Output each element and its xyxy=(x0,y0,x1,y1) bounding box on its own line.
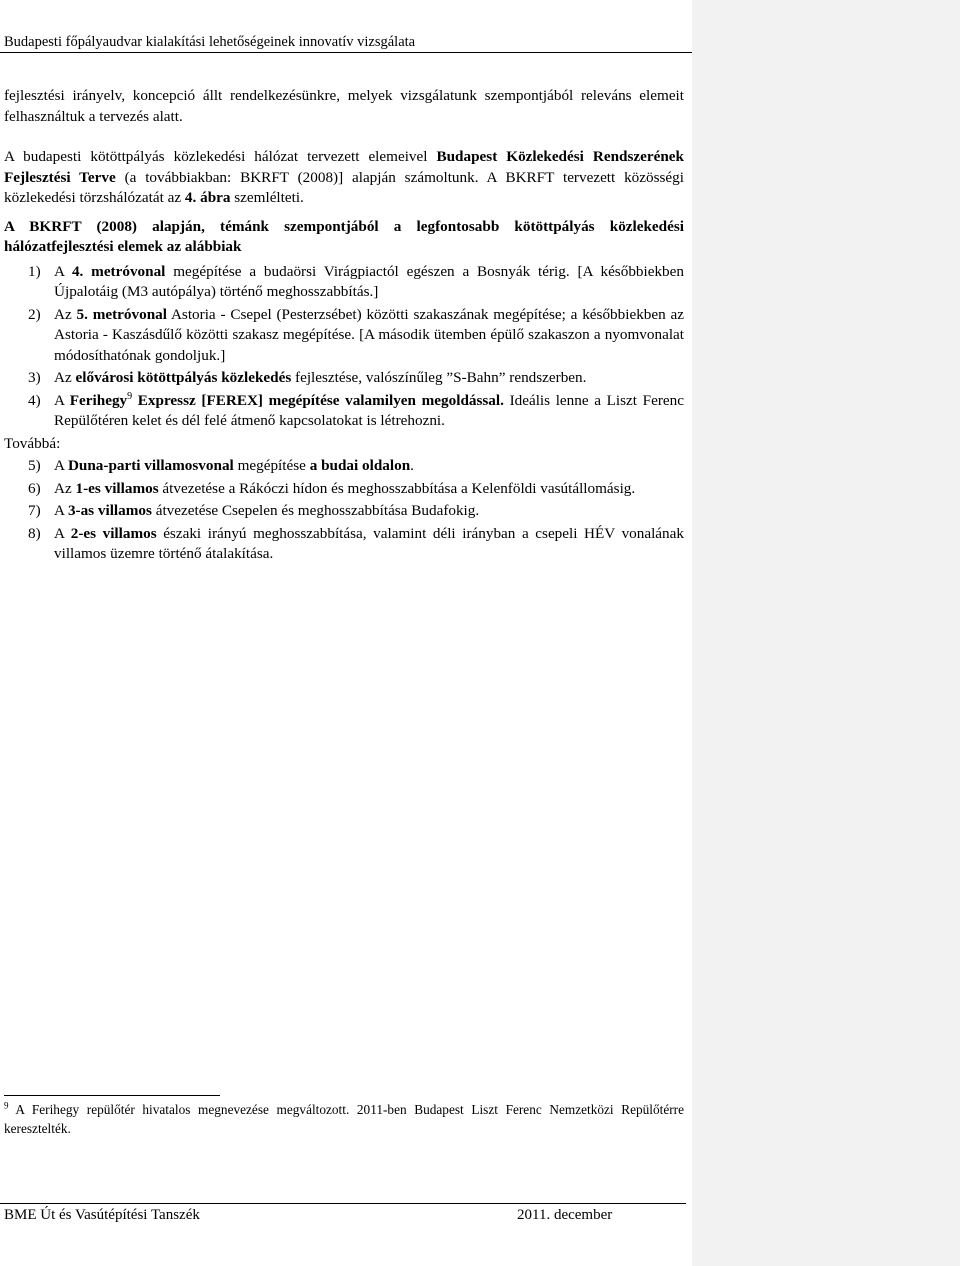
footnote-separator xyxy=(4,1095,220,1096)
footnote-marker[interactable]: 9 xyxy=(127,390,133,402)
list-item: 4) A Ferihegy$^9$ Expressz [FEREX] megépítése valamilyen megoldással. Ideális lenne a Liszt Ferenc Repülőtéren kelet és dél felé átmenő kapcsolatokat is létrehozni. xyxy=(28,390,684,429)
furthermore-label: Továbbá: xyxy=(4,434,61,452)
footnote: $^9$ A Ferihegy repülőtér hivatalos megnevezése megváltozott. 2011-ben Budapest Liszt Ferenc Nemzetközi Repülőtérre keresztelték. xyxy=(4,1100,684,1136)
footer-date: 2011. december xyxy=(517,1207,613,1223)
development-list xyxy=(4,262,684,432)
paragraph-list-heading: A BKRFT (2008) alapján, témánk szempontjából a legfontosabb kötöttpályás közlekedési hálózatfejlesztési elemek az alábbiak xyxy=(4,217,684,255)
figure-reference-link[interactable]: 4. ábra xyxy=(184,189,231,206)
list-item: 2) Az 5. metróvonal Astoria - Csepel (Pesterzsébet) közötti szakaszának megépítése; a későbbiekben az Astoria - Kaszásdűlő közötti szakasz megépítése. [A második ütemben épülő szakaszon a nyomvonalat módosíthatónak gondoljuk.] xyxy=(28,305,685,364)
paragraph-bkrft: A budapesti kötöttpályás közlekedési hálózat tervezett elemeivel Budapest Közlekedési Rendszerének Fejlesztési Terve (a továbbiakban: BKRFT (2008)] alapján számoltunk. A BKRFT tervezett közösségi közlekedési törzshálózatát az 4. ábra szemlélteti. xyxy=(4,148,684,206)
paragraph-intro: fejlesztési irányelv, koncepció állt rendelkezésünkre, melyek vizsgálatunk szempontjából releváns elemeit felhasználtuk a tervezés alatt. xyxy=(4,87,684,125)
list-item: 5) A Duna-parti villamosvonal megépítése a budai oldalon. xyxy=(28,457,414,474)
running-header: Budapesti főpályaudvar kialakítási lehetőségeinek innovatív vizsgálata xyxy=(4,34,416,50)
list-item: 6) Az 1-es villamos átvezetése a Rákóczi hídon és meghosszabbítása a Kelenföldi vasútállomásig. xyxy=(28,479,636,497)
header-rule xyxy=(0,52,692,53)
list-item: 1) A 4. metróvonal megépítése a budaörsi Virágpiactól egészen a Bosnyák térig. [A későbbiekben Újpalotáig (M3 autópálya) történő meghosszabbítás.] xyxy=(28,262,684,300)
list-item: 8) A 2-es villamos északi irányú meghosszabbítása, valamint déli irányban a csepeli HÉV vonalának villamos üzemre történő átalakítása. xyxy=(28,524,684,562)
tram-list xyxy=(4,456,684,565)
footer-department: BME Út és Vasútépítési Tanszék xyxy=(4,1207,200,1223)
document-body xyxy=(4,86,684,567)
comment-margin-pane xyxy=(692,0,960,1266)
list-item: 7) A 3-as villamos átvezetése Csepelen és meghosszabbítása Budafokig. xyxy=(28,502,480,519)
list-item: 3) Az elővárosi kötöttpályás közlekedés fejlesztése, valószínűleg ”S-Bahn” rendszerben. xyxy=(28,369,587,386)
footer-rule xyxy=(0,1203,686,1204)
footnote-number: 9 xyxy=(4,1100,9,1111)
